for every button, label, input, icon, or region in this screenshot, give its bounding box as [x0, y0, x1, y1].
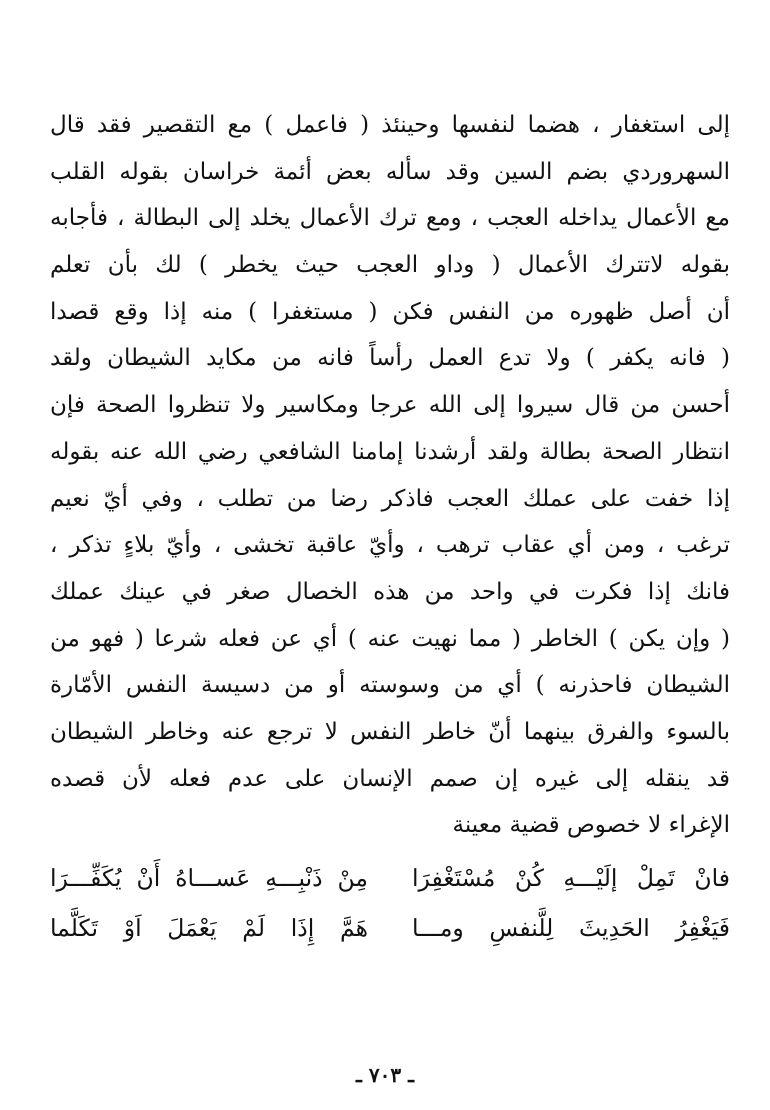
- page-number: ـ ٧٠٣ ـ: [356, 1063, 414, 1087]
- text-line: الشيطان فاحذرنه ) أي من وسوسته أو من دسيسة النفس الأمّارة: [50, 672, 730, 699]
- verse-line: [50, 903, 730, 953]
- text-line: ( وإن يكن ) الخاطر ( مما نهيت عنه ) أي عن فعله شرعا ( فهو من: [50, 625, 730, 652]
- text-line: ترغب ، ومن أي عقاب ترهب ، وأيّ عاقبة تخشى ، وأيّ بلاءٍ تذكر ،: [50, 532, 730, 559]
- text-line: انتظار الصحة بطالة ولقد أرشدنا إمامنا الشافعي رضي الله عنه بقوله: [50, 438, 730, 465]
- text-line: إذا خفت على عملك العجب فاذكر رضا من تطلب ، وفي أيّ نعيم: [50, 485, 730, 512]
- text-line: السهروردي بضم السين وقد سأله بعض أئمة خراسان بقوله القلب: [50, 158, 730, 185]
- text-line: إلى استغفار ، هضما لنفسها وحينئذ ( فاعمل ) مع التقصير فقد قال: [50, 112, 730, 138]
- text-line: بقوله لاتترك الأعمال ( وداو العجب حيث يخطر ) لك بأن تعلم: [50, 252, 730, 279]
- verse-second-hemistich: هَمَّ إِذَا لَمْ يَعْمَلَ اَوْ تَكَلَّما: [50, 914, 368, 942]
- text-line: أحسن من قال سيروا إلى الله عرجا ومكاسير ولا تنظروا الصحة فإن: [50, 392, 730, 419]
- text-line-last: الإغراء لا خصوص قضية معينة: [452, 812, 730, 839]
- text-line: ( فانه يكفر ) ولا تدع العمل رأساً فانه من مكايد الشيطان ولقد: [50, 345, 730, 372]
- verse-first-hemistich: فانْ تَمِلْ إلَيْـــهِ كُنْ مُسْتَغْفِرَا: [412, 864, 730, 892]
- text-line: قد ينقله إلى غيره إن صمم الإنسان على عدم فعله لأن قصده: [50, 765, 730, 792]
- verse-line: [50, 853, 730, 903]
- text-line: أن أصل ظهوره من النفس فكن ( مستغفرا ) منه إذا وقع قصدا: [50, 298, 730, 325]
- page-body: [50, 102, 730, 953]
- verse-first-hemistich: فَيَغْفِرُ الحَدِيثَ لِلَّنفسِ ومـــا: [412, 914, 730, 942]
- text-line: بالسوء والفرق بينهما أنّ خاطر النفس لا ترجع عنه وخاطر الشيطان: [50, 718, 730, 745]
- verse-block: [50, 853, 730, 953]
- text-line: فانك إذا فكرت في واحد من هذه الخصال صغر في عينك عملك: [50, 578, 730, 605]
- text-line: مع الأعمال يداخله العجب ، ومع ترك الأعمال يخلد إلى البطالة ، فأجابه: [50, 205, 730, 232]
- verse-second-hemistich: مِنْ ذَنْبِـــهِ عَســـاهُ أَنْ يُكَفِّـــرَا: [50, 864, 368, 892]
- prose-block: [50, 102, 730, 849]
